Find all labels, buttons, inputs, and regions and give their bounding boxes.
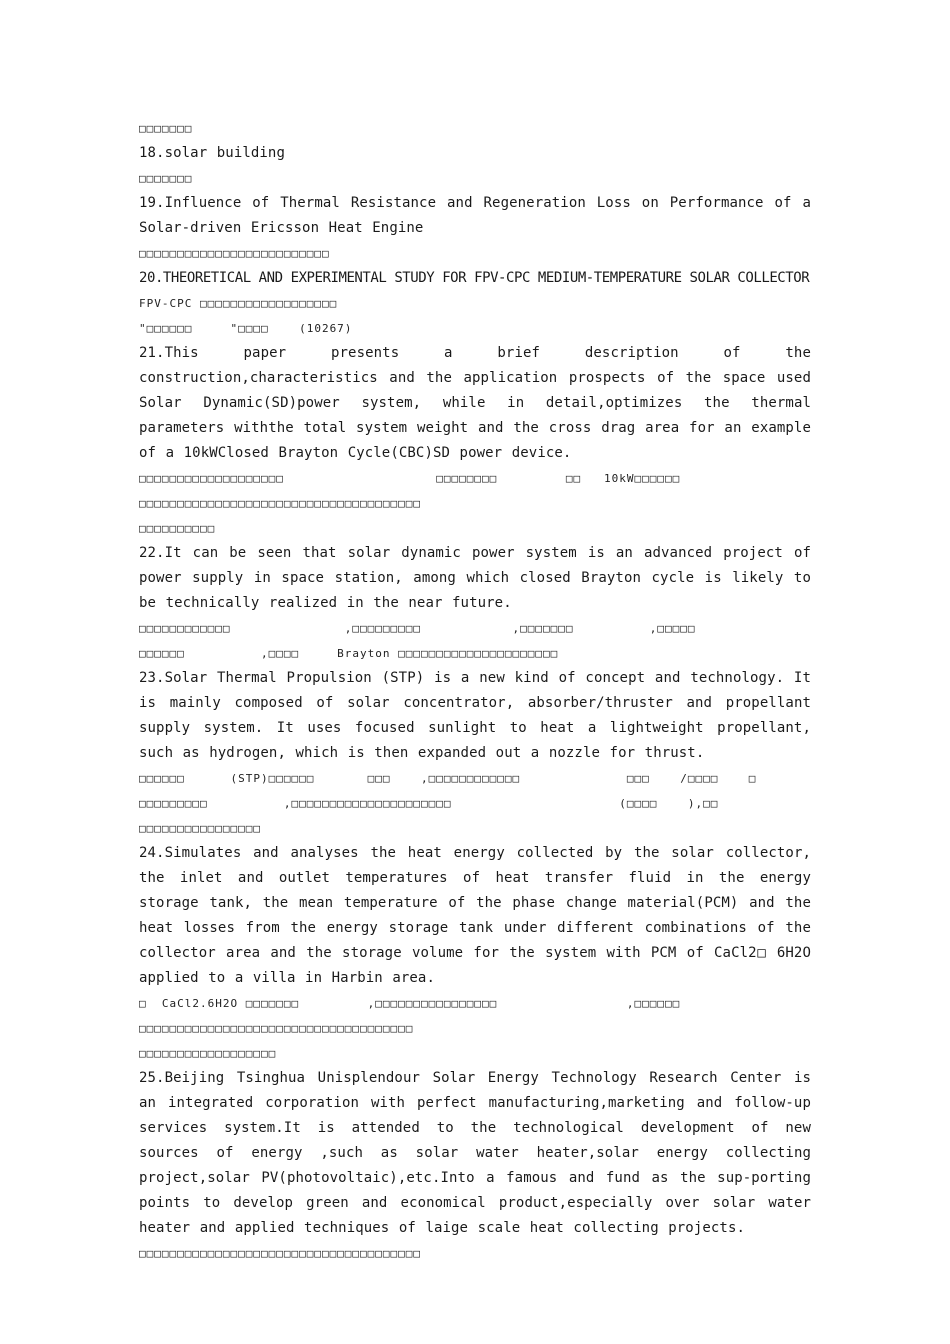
chinese-text-24a: □ CaCl2.6H2O □□□□□□□ ,□□□□□□□□□□□□□□□□ ,□□□□□□ bbox=[139, 997, 681, 1010]
english-item-18: 18.solar building bbox=[139, 145, 285, 161]
chinese-text-21a: □□□□□□□□□□□□□□□□□□□ □□□□□□□□ □□ 10kW□□□□□□ bbox=[139, 472, 681, 485]
chinese-title-19: □□□□□□□□□□□□□□□□□□□□□□□□□ bbox=[139, 247, 330, 260]
english-item-23: 23.Solar Thermal Propulsion (STP) is a new kind of concept and technology. It is mainly composed of solar concentrator, absorber/thruster and propellant supply system. It uses focused sunlight to heat a lightweight propellant, such as hydrogen, which is then expanded out a nozzle for thrust. bbox=[139, 670, 811, 761]
chinese-text-23a: □□□□□□ (STP)□□□□□□ □□□ ,□□□□□□□□□□□□ □□□ /□□□□ □ bbox=[139, 772, 757, 785]
chinese-text-23c: □□□□□□□□□□□□□□□□ bbox=[139, 822, 261, 835]
chinese-text-22b: □□□□□□ ,□□□□ Brayton □□□□□□□□□□□□□□□□□□□□□ bbox=[139, 647, 559, 660]
chinese-text-23b: □□□□□□□□□ ,□□□□□□□□□□□□□□□□□□□□□ (□□□□ ),□□ bbox=[139, 797, 719, 810]
chinese-text-24b: □□□□□□□□□□□□□□□□□□□□□□□□□□□□□□□□□□□□ bbox=[139, 1022, 414, 1035]
chinese-text-22a: □□□□□□□□□□□□ ,□□□□□□□□□ ,□□□□□□□ ,□□□□□ bbox=[139, 622, 696, 635]
english-item-21: 21.This paper presents a brief description of the construction,characteristics and the application prospects of the space used Solar Dynamic(SD)power system, while in detail,optimizes the thermal parameters withthe total system weight and the cross drag area for an example of a 10kWClosed Brayton Cycle(CBC)SD power device. bbox=[139, 345, 811, 461]
english-item-24: 24.Simulates and analyses the heat energy collected by the solar collector, the inlet and outlet temperatures of heat transfer fluid in the energy storage tank, the mean temperature of the phase change material(PCM) and the heat losses from the energy storage tank under different combinations of the collector area and the storage volume for the system with PCM of CaCl2□ 6H2O applied to a villa in Harbin area. bbox=[139, 845, 811, 986]
document-page bbox=[139, 116, 811, 1266]
chinese-text-21b: □□□□□□□□□□□□□□□□□□□□□□□□□□□□□□□□□□□□□ bbox=[139, 497, 422, 510]
english-item-22: 22.It can be seen that solar dynamic power system is an advanced project of power supply in space station, among which closed Brayton cycle is likely to be technically realized in the near future. bbox=[139, 545, 811, 611]
english-item-20: 20.THEORETICAL AND EXPERIMENTAL STUDY FOR FPV-CPC MEDIUM-TEMPERATURE SOLAR COLLECTOR bbox=[139, 270, 810, 286]
chinese-title-17: □□□□□□□ bbox=[139, 122, 193, 135]
chinese-text-24c: □□□□□□□□□□□□□□□□□□ bbox=[139, 1047, 277, 1060]
english-item-19: 19.Influence of Thermal Resistance and Regeneration Loss on Performance of a Solar-driven Ericsson Heat Engine bbox=[139, 195, 811, 236]
chinese-text-21c: □□□□□□□□□□ bbox=[139, 522, 216, 535]
chinese-title-18: □□□□□□□ bbox=[139, 172, 193, 185]
chinese-title-20: FPV-CPC □□□□□□□□□□□□□□□□□□ bbox=[139, 297, 338, 310]
chinese-note-20: "□□□□□□ "□□□□ (10267) bbox=[139, 322, 353, 335]
english-item-25: 25.Beijing Tsinghua Unisplendour Solar Energy Technology Research Center is an integrated corporation with perfect manufacturing,marketing and follow-up services system.It is attended to the technological development of new sources of energy ,such as solar water heater,solar energy collecting project,solar PV(photovoltaic),etc.Into a famous and fund as the sup-porting points to develop green and economical product,especially over solar water heater and applied techniques of laige scale heat collecting projects. bbox=[139, 1070, 811, 1236]
chinese-text-25a: □□□□□□□□□□□□□□□□□□□□□□□□□□□□□□□□□□□□□ bbox=[139, 1247, 422, 1260]
